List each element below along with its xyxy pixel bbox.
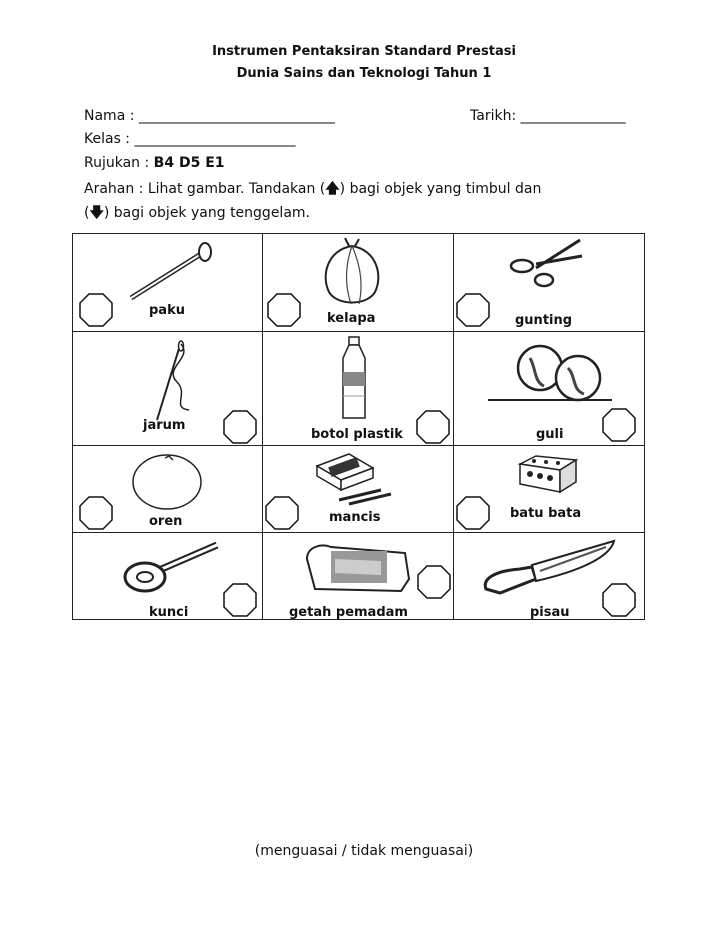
- cell-oren: [73, 446, 263, 533]
- cell-pisau: [454, 533, 645, 620]
- cell-jarum: [73, 332, 263, 446]
- arahan-text-3: ) bagi objek yang tenggelam.: [103, 205, 310, 221]
- label-batu-bata: batu bata: [510, 506, 582, 521]
- eraser-icon: [301, 539, 415, 597]
- nail-icon: [123, 242, 218, 302]
- label-kunci: kunci: [149, 605, 189, 620]
- arrow-up-icon: 🡅: [325, 181, 340, 197]
- label-mancis: mancis: [329, 510, 381, 525]
- nama-row: [84, 108, 335, 124]
- answer-box[interactable]: [416, 410, 450, 444]
- brick-icon: [516, 452, 580, 494]
- answer-box[interactable]: [456, 293, 490, 327]
- arahan-line-2: [84, 202, 310, 226]
- matchbox-icon: [309, 450, 409, 506]
- cell-batu-bata: [454, 446, 645, 533]
- cell-paku: [73, 234, 263, 332]
- label-guli: guli: [536, 427, 564, 442]
- kelas-row: [84, 131, 295, 147]
- label-jarum: jarum: [143, 418, 186, 433]
- assessment-result: (menguasai / tidak menguasai): [254, 843, 474, 859]
- answer-box[interactable]: [602, 408, 636, 442]
- label-pisau: pisau: [530, 605, 570, 620]
- label-getah-pemadam: getah pemadam: [289, 605, 408, 620]
- answer-box[interactable]: [602, 583, 636, 617]
- title-line-1: Instrumen Pentaksiran Standard Prestasi: [212, 44, 516, 59]
- arahan-text-1: Arahan : Lihat gambar. Tandakan (: [84, 181, 326, 197]
- answer-box[interactable]: [79, 496, 113, 530]
- answer-box[interactable]: [417, 565, 451, 599]
- tarikh-label: Tarikh:: [470, 108, 521, 124]
- label-oren: oren: [149, 514, 183, 529]
- rujukan-row: [84, 155, 225, 171]
- label-kelapa: kelapa: [327, 311, 376, 326]
- coconut-icon: [315, 236, 390, 308]
- arahan-text-2: ) bagi objek yang timbul dan: [339, 181, 542, 197]
- cell-botol-plastik: [263, 332, 454, 446]
- kelas-label: Kelas :: [84, 131, 135, 147]
- rujukan-value: B4 D5 E1: [153, 155, 225, 171]
- orange-icon: [131, 452, 203, 510]
- nama-label: Nama :: [84, 108, 139, 124]
- cell-getah-pemadam: [263, 533, 454, 620]
- knife-icon: [480, 539, 620, 599]
- needle-thread-icon: [143, 338, 203, 424]
- answer-box[interactable]: [267, 293, 301, 327]
- tarikh-blank[interactable]: _______________: [520, 108, 626, 124]
- label-paku: paku: [149, 303, 185, 318]
- cell-kunci: [73, 533, 263, 620]
- answer-box[interactable]: [265, 496, 299, 530]
- arrow-down-icon: 🡇: [89, 205, 104, 221]
- arahan-open: (: [84, 205, 90, 221]
- key-icon: [121, 537, 221, 595]
- marbles-icon: [486, 338, 616, 414]
- answer-box[interactable]: [223, 583, 257, 617]
- object-grid: [72, 233, 645, 620]
- answer-box[interactable]: [79, 293, 113, 327]
- nama-blank[interactable]: ____________________________: [138, 108, 335, 124]
- cell-gunting: [454, 234, 645, 332]
- label-botol-plastik: botol plastik: [311, 427, 403, 442]
- cell-guli: [454, 332, 645, 446]
- cell-mancis: [263, 446, 454, 533]
- scissors-icon: [506, 236, 586, 291]
- title-line-2: Dunia Sains dan Teknologi Tahun 1: [236, 66, 492, 81]
- rujukan-label: Rujukan :: [84, 155, 154, 171]
- answer-box[interactable]: [456, 496, 490, 530]
- cell-kelapa: [263, 234, 454, 332]
- arahan-line-1: [84, 178, 541, 202]
- answer-box[interactable]: [223, 410, 257, 444]
- label-gunting: gunting: [515, 313, 573, 328]
- kelas-blank[interactable]: _______________________: [134, 131, 296, 147]
- tarikh-row: [470, 108, 626, 124]
- bottle-icon: [339, 336, 369, 420]
